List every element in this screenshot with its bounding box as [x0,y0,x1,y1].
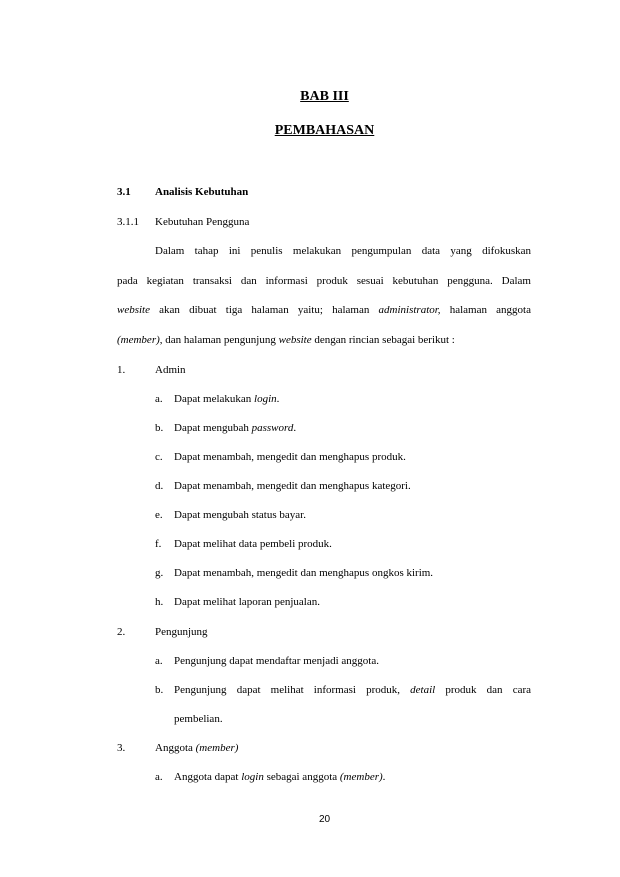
intro-text: halaman anggota [440,304,531,316]
intro-em-administrator: administrator, [378,304,441,316]
intro-text: akan dibuat tiga halaman yaitu; halaman [150,304,379,316]
list-title-admin: Admin [155,364,186,376]
list-item [174,771,385,783]
list-item [174,393,279,405]
list-item: Dapat menambah, mengedit dan menghapus kategori. [174,480,411,492]
intro-text: dengan rincian sebagai berikut : [311,334,455,346]
item-em: (member) [339,771,383,783]
list-letter: c. [155,451,163,463]
item-text: Pengunjung dapat melihat informasi produk, [174,684,411,696]
list-letter: a. [155,393,163,405]
list-title-pengunjung: Pengunjung [155,626,208,638]
list-letter: f. [155,538,162,550]
intro-em-website: website [278,334,312,346]
intro-em-member: (member) [117,334,160,346]
list-item: Dapat melihat data pembeli produk. [174,538,332,550]
list-letter: a. [155,771,163,783]
item-text: sebagai anggota [263,771,340,783]
list-item-continuation: pembelian. [174,713,223,725]
list-letter: b. [155,684,164,696]
intro-text: , dan halaman pengunjung [159,334,279,346]
list-item: Pengunjung dapat mendaftar menjadi anggota. [174,655,379,667]
item-text: Anggota dapat [174,771,242,783]
subsection-number: 3.1.1 [117,216,139,228]
item-em: login [241,771,264,783]
list-number: 3. [117,742,126,754]
intro-line-1: Dalam tahap ini penulis melakukan pengumpulan data yang difokuskan [155,245,531,257]
list-number: 2. [117,626,126,638]
chapter-subtitle: PEMBAHASAN [274,123,375,138]
item-em: login [254,393,277,405]
item-tail: . [276,393,280,405]
list-number: 1. [117,364,126,376]
item-em: detail [410,684,436,696]
list-letter: b. [155,422,164,434]
list-item: Dapat melihat laporan penjualan. [174,596,320,608]
item-tail: . [293,422,297,434]
list-title-anggota [155,742,238,754]
list-item: Dapat mengubah status bayar. [174,509,306,521]
item-tail: . [382,771,386,783]
list-item: Dapat menambah, mengedit dan menghapus ongkos kirim. [174,567,434,579]
intro-line-4 [117,334,455,346]
list-letter: d. [155,480,164,492]
section-number: 3.1 [117,186,131,198]
intro-line-3 [117,304,531,316]
intro-line-2: pada kegiatan transaksi dan informasi produk sesuai kebutuhan pengguna. Dalam [117,275,531,287]
chapter-title: BAB III [300,89,349,104]
title-em: (member) [195,742,239,754]
list-item [174,684,531,696]
page-number: 20 [318,814,331,825]
item-em: password [251,422,294,434]
section-title: Analisis Kebutuhan [155,186,249,198]
list-item: Dapat menambah, mengedit dan menghapus produk. [174,451,406,463]
item-text: Dapat mengubah [174,422,252,434]
list-letter: h. [155,596,164,608]
subsection-title: Kebutuhan Pengguna [155,216,250,228]
list-letter: a. [155,655,163,667]
list-item [174,422,296,434]
item-text: Dapat melakukan [174,393,255,405]
title-text: Anggota [155,742,196,754]
item-text: produk dan cara [435,684,532,696]
intro-em-website: website [117,304,150,316]
list-letter: g. [155,567,164,579]
list-letter: e. [155,509,163,521]
